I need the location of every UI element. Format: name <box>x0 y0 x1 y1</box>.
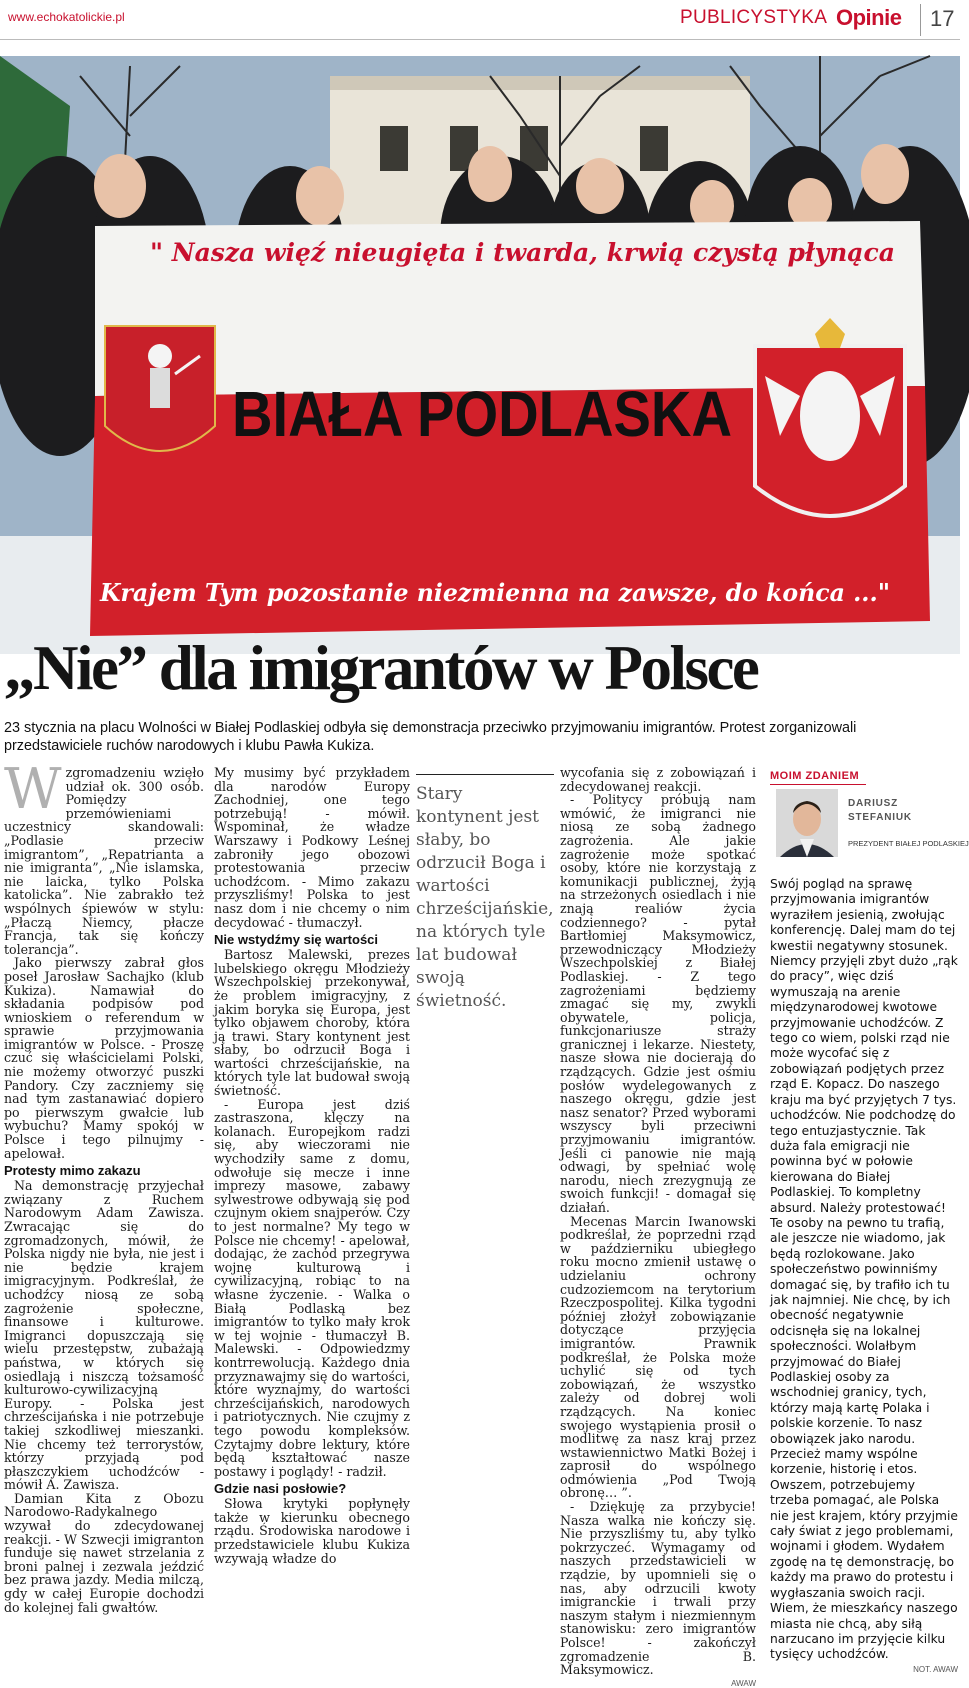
article-paragraph: wycofania się z zobowiązań i zdecydowanej reakcji. <box>560 765 756 794</box>
page-header <box>0 0 960 40</box>
author-block <box>770 789 969 863</box>
article-headline: „Nie” dla imigrantów w Polsce <box>4 633 758 703</box>
page-number: 17 <box>930 6 955 31</box>
paragraph-text: zgromadzeniu wzięło udział ok. 300 osób. Pomiędzy przemówieniami uczestnicy skandowali: „Podlasie przeciw imigrantom”, „Repatrianta a nie imigranta”, „Nie islamska, nie laicka, tylko Polska katolicka”. Nie zabrakło też wspólnych śpiewów w stylu: „Płaczą Niemcy, płacze Francja, tak się kończy tolerancja”. <box>4 765 204 957</box>
article-paragraph: - Europa jest dziś zastraszona, klęczy na kolanach. Europejkom radzi się, aby wieczorami nie wychodziły same z domu, odwołuje się mecze i inne imprezy masowe, zabawy sylwestrowe odbywają się pod czujnym okiem snajperów. Czy to jest normalne? My tego w Polsce nie chcemy! - apelował, dodając, że zachód przegrywa wojnę kulturową i cywilizacyjną, robiąc to na własne życzenie. - Walka o Białą Podlaską bez imigrantów to tylko mały krok w tej wojnie - tłumaczył B. Malewski. - Odpowiedzmy kontrrewolucją. Każdego dnia przyznawajmy się do wartości, które wyznajmy, do wartości chrześcijańskich, narodowych i patriotycznych. Nie czujmy z tego powodu kompleksów. Czytajmy dobre lektury, które będą kształtować nasze postawy i poglądy! - radził. <box>214 1096 410 1479</box>
polish-eagle-emblem-icon <box>755 318 905 516</box>
banner-top-text: " Nasza więź nieugięta i twarda, krwią czystą płynąca <box>150 238 895 267</box>
section-subname: Opinie <box>836 5 902 30</box>
opinion-body: Swój pogląd na sprawę przyjmowania imigrantów wyraziłem jesienią, zwołując konferencję. Dalej mam do tej kwestii negatywny stosunek. Niemcy przyjęli zbyt dużo „rąk do pracy”, więc dziś wymuszają na arenie międzynarodowej kwotowe przyjmowanie uchodźców. Z tego co wiem, polski rząd nie może wycofać się z zobowiązań podjętych przez rząd E. Kopacz. Do naszego kraju ma być przyjętych 7 tys. uchodźców. Nie podchodzę do tego entuzjastycznie. Tak duża fala emigracji nie powinna być w połowie kierowana do Białej Podlaskiej. To kompletny absurd. Należy protestować! Te osoby na pewno tu trafią, ale jeszcze nie wiadomo, jak będą rozlokowane. Jako społeczeństwo powinniśmy domagać się, by trafiło ich tu jak najmniej. Nie chcę, by ich obecność negatywnie odcisnęła się na lokalnej społeczności. Wolałbym przyjmować do Białej Podlaskiej osoby za wschodniej granicy, tych, którzy mają kartę Polaka i polskie korzenie. To nasz obowiązek jako narodu. Przecież mamy wspólne korzenie, historię i etos. Owszem, potrzebujemy trzeba pomagać, ale Polska nie jest krajem, który przyjmie cały świat z jego problemami, wojnami i głodem. Wydałem zgodę na tę demonstrację, bo każdy ma prawo do protestu i wygłaszania swoich racji. Wiem, że mieszkańcy naszego miasta nie chcą, aby siłą narzucano im przyjęcie kilku tysięcy uchodźców. <box>770 877 958 1662</box>
article-paragraph: Na demonstrację przyjechał związany z Ruchem Narodowym Adam Zawisza. Zwracając się do zgromadzonych, mówił, że Polska nigdy nie była, nie jest i nie będzie krajem imigracyjnym. Podkreślał, że uchodźcy niosą ze sobą zagrożenie społeczne, finansowe i kulturowe. Imigranci dopuszczają się wielu przestępstw, zubażają państwa, w których się osiedlają i niszczą tożsamość kulturowo-cywilizacyjną Europy. - Polska jest chrześcijańska i nie potrzebuje takiej szkodliwej mieszanki. Nie chcemy też terrorystów, którzy przyjadą pod płaszczykiem uchodźców - mówił A. Zawisza. <box>4 1178 204 1493</box>
site-url[interactable]: www.echokatolickie.pl <box>8 10 125 24</box>
opinion-signature: NOT. AWAW <box>913 1664 958 1674</box>
article-paragraph: Bartosz Malewski, prezes lubelskiego okręgu Młodzieży Wszechpolskiej przekonywał, że problem imigracyjny, z jakim boryka się Europa, jest tylko objawem choroby, która ją trawi. Stary kontynent jest słaby, bo odrzucił Boga i wartości chrześcijańskie, na których tyle lat budował swoją świetność. <box>214 947 410 1099</box>
demonstration-photo <box>0 56 960 654</box>
dropcap: W <box>4 757 62 822</box>
author-name <box>848 797 912 825</box>
article-column-2 <box>214 766 410 1565</box>
subheading: Gdzie nasi posłowie? <box>214 1481 347 1497</box>
article-paragraph: - Dziękuję za przybycie! Nasza walka nie kończy się. Nie przyszliśmy tu, aby tylko pokrzyczeć. Wymagamy od naszych przedstawicieli w rządzie, by upomnieli się o nas, aby odrzucili kwoty imigranckie i trwali przy naszym stałym i niezmiennym stanowisku: zero imigrantów Polsce! - zakończył zgromadzenie B. Maksymowicz. <box>560 1499 756 1678</box>
section-name: PUBLICYSTYKA <box>680 7 828 28</box>
author-last-name: STEFANIUK <box>848 812 912 823</box>
banner-bottom-text: Krajem Tym pozostanie niezmienna na zawsze, do końca ..." <box>99 578 891 607</box>
article-paragraph: Mecenas Marcin Iwanowski podkreślał, że poprzedni rząd w październiku ubiegłego roku mocno zmienił ustawę o udzielaniu ochrony cudzoziemcom na terytorium Rzeczpospolitej. Kilka tygodni później złożył zobowiązanie dotyczące przyjęcia imigrantów. Prawnik podkreślał, że Polska może uchylić się od tych zobowiązań, że wszystko zależy od dobrej woli rządzących. Na koniec swojego wystąpienia prosił o modlitwę za nasz kraj przez wstawiennictwo Matki Bożej i zaprosił do wspólnego odmówienia „Pod Twoją obronę… ”. <box>560 1213 756 1501</box>
author-avatar <box>776 789 838 857</box>
article-paragraph <box>4 757 204 957</box>
article-column-3 <box>560 766 756 1688</box>
article-column-1 <box>4 757 204 1615</box>
banner-city-text: BIAŁA PODLASKA <box>232 378 732 450</box>
author-first-name: DARIUSZ <box>848 798 899 809</box>
article-paragraph: - Politycy próbują nam wmówić, że imigranci nie niosą ze sobą żadnego zagrożenia. Ale jakie zagrożenie może spotkać osoby, które nie korzystają z komunikacji publicznej, żyją na strzeżonych osiedlach i nie znają realiów życia codziennego? - pytał Bartłomiej Maksymowicz, przewodniczący Młodzieży Wszechpolskiej z Białej Podlaskiej. - Z tego zagrożeniami będziemy zmagać się my, zwykli obywatele, policja, funkcjonariusze straży granicznej i lekarze. Niestety, nasze słowa nie docierają do rządzących. Gdzie jest ośmiu posłów wydelegowanych z naszego okręgu, gdzie jest nasz senator? Przed wyborami wszyscy byli przeciwni przyjmowaniu imigrantów. Jeśli ci panowie nie mają odwagi, by spełniać wolę narodu, niech zrezygnują ze swoich funkcji! - domagał się działań. <box>560 792 756 1215</box>
article-signature: AWAW <box>731 1678 756 1688</box>
article-paragraph: Jako pierwszy zabrał głos poseł Jarosław Sachajko (klub Kukiza). Namawiał do składania podpisów pod wnioskiem o referendum w sprawie przyjmowania imigrantów w Polsce. - Proszę czuć się właścicielami Polski, nie możemy otworzyć puszki Pandory. Czy zaczniemy się nad tym zastanawiać dopiero po pierwszym gwałcie lub wybuchu? Mamy spokój w Polsce i tego pilnujmy - apelował. <box>4 955 204 1161</box>
opinion-label: MOIM ZDANIEM <box>770 770 866 785</box>
article-paragraph: My musimy być przykładem dla narodów Europy Zachodniej, one tego potrzebują! - mówił. Wspominał, że władze Warszawy i Podkowy Leśnej zabroniły jego obozowi protestowania przeciw uchodźcom. - Mimo zakazu przyszliśmy! Polska to jest nasz dom i nie chcemy o nim decydować - tłumaczył. <box>214 765 410 930</box>
author-role: PREZYDENT BIAŁEJ PODLASKIEJ <box>848 839 969 848</box>
opinion-sidebar <box>770 770 969 1674</box>
article-paragraph: Słowa krytyki popłynęły także w kierunku obecnego rządu. Środowiska narodowe i przedstawiciele klubu Kukiza wzywają władze do <box>214 1496 410 1566</box>
pull-quote-text: Stary kontynent jest słaby, bo odrzucił Boga i wartości chrześcijańskie, na których tyle lat budował swoją świetność. <box>416 784 554 1011</box>
pull-quote <box>416 774 554 1013</box>
subheading: Nie wstydźmy się wartości <box>214 932 379 948</box>
header-divider <box>920 4 921 36</box>
article-paragraph: Damian Kita z Obozu Narodowo-Radykalnego wzywał do zdecydowanej reakcji. - W Szwecji imigranton funduje się nawet strzelania z broni palnej i zezwala jeździć bez prawa jazdy. Media milczą, gdy w całej Europie dochodzi do kolejnej fali gwałtów. <box>4 1490 204 1615</box>
city-coat-of-arms-icon <box>105 326 215 451</box>
article-lede: 23 stycznia na placu Wolności w Białej Podlaskiej odbyła się demonstracja przeciwko przyjmowaniu imigrantów. Protest zorganizowali przedstawiciele ruchów narodowych i klubu Pawła Kukiza. <box>4 720 857 754</box>
subheading: Protesty mimo zakazu <box>4 1163 141 1179</box>
